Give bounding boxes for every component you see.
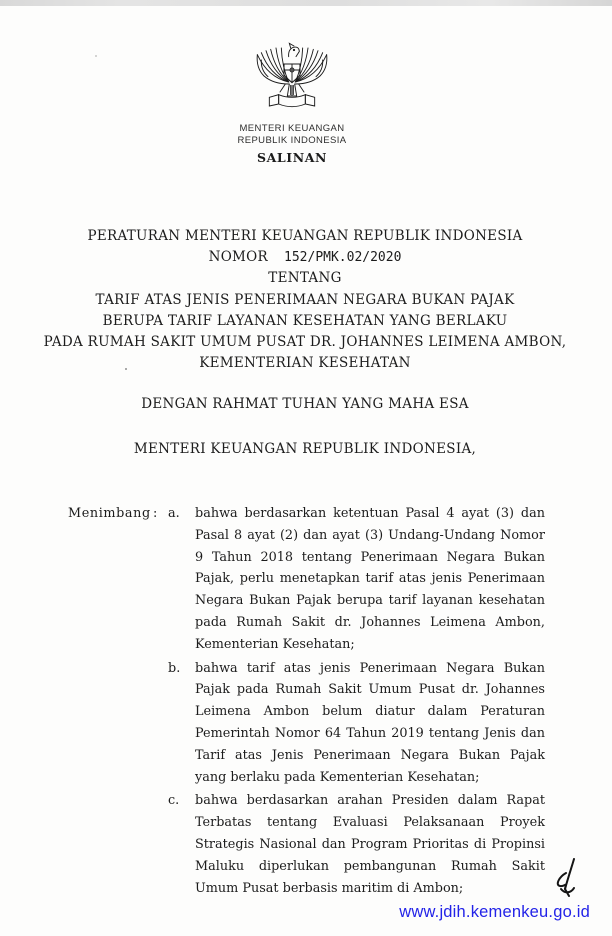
subject-line: PADA RUMAH SAKIT UMUM PUSAT DR. JOHANNES LEIMENA AMBON,: [43, 334, 567, 351]
ministry-name: [177, 123, 407, 146]
considerations-list: [168, 503, 545, 901]
tentang-label: TENTANG: [268, 270, 342, 287]
subject-line: TARIF ATAS JENIS PENERIMAAN NEGARA BUKAN PAJAK: [95, 291, 515, 308]
item-marker: a.: [168, 506, 180, 521]
ministry-line2: REPUBLIK INDONESIA: [237, 134, 347, 146]
consideration-item: [168, 790, 545, 899]
regulation-title-line: PERATURAN MENTERI KEUANGAN REPUBLIK INDONESIA: [87, 228, 523, 244]
paraph-signature-icon: [552, 856, 582, 898]
item-marker: c.: [168, 793, 180, 809]
subject-line: BERUPA TARIF LAYANAN KESEHATAN YANG BERLAKU: [102, 312, 508, 329]
subject-line: KEMENTERIAN KESEHATAN: [199, 355, 411, 372]
item-marker: b.: [168, 660, 181, 676]
regulation-title-block: [30, 226, 580, 374]
considerations-separator: :: [153, 506, 158, 521]
scan-speck: [95, 55, 97, 57]
ministry-line1: MENTERI KEUANGAN: [239, 123, 345, 134]
watermark-link[interactable]: www.jdih.kemenkeu.go.id: [399, 903, 590, 921]
item-text: bahwa berdasarkan ketentuan Pasal 4 ayat (3) dan Pasal 8 ayat (2) dan ayat (3) Undang-Undang Nomor 9 Tahun 2018 tentang Penerimaan Negara Bukan Pajak, perlu menetapkan tarif atas jenis Penerimaan Negara Bukan Pajak berupa tarif layanan kesehatan pada Rumah Sakit dr. Johannes Leimena Ambon, Kementerian Kesehatan;: [195, 506, 545, 652]
garuda-pancasila-icon: [252, 40, 332, 120]
considerations-label: Menimbang: [68, 506, 151, 521]
item-text: bahwa berdasarkan arahan Presiden dalam Rapat Terbatas tentang Evaluasi Pelaksanaan Proyek Strategis Nasional dan Program Prioritas di Propinsi Maluku diperlukan pembangunan Rumah Sakit Umum Pusat berbasis maritim di Ambon;: [195, 793, 545, 896]
authority-line: MENTERI KEUANGAN REPUBLIK INDONESIA,: [133, 441, 477, 457]
nomor-label: NOMOR: [208, 249, 269, 266]
invocation-line: DENGAN RAHMAT TUHAN YANG MAHA ESA: [141, 396, 469, 412]
scan-artifact-band: [0, 0, 612, 6]
consideration-item: [168, 503, 545, 656]
nomor-value: 152/PMK.02/2020: [284, 250, 402, 266]
item-text: bahwa tarif atas jenis Penerimaan Negara Bukan Pajak pada Rumah Sakit Umum Pusat dr. Johannes Leimena Ambon belum diatur dalam Peraturan Pemerintah Nomor 64 Tahun 2019 tentang Jenis dan Tarif atas Jenis Penerimaan Negara Bukan Pajak yang berlaku pada Kementerian Kesehatan;: [195, 660, 545, 785]
copy-stamp: SALINAN: [256, 150, 328, 165]
nomor-line: [30, 247, 580, 268]
consideration-item: [168, 658, 545, 789]
